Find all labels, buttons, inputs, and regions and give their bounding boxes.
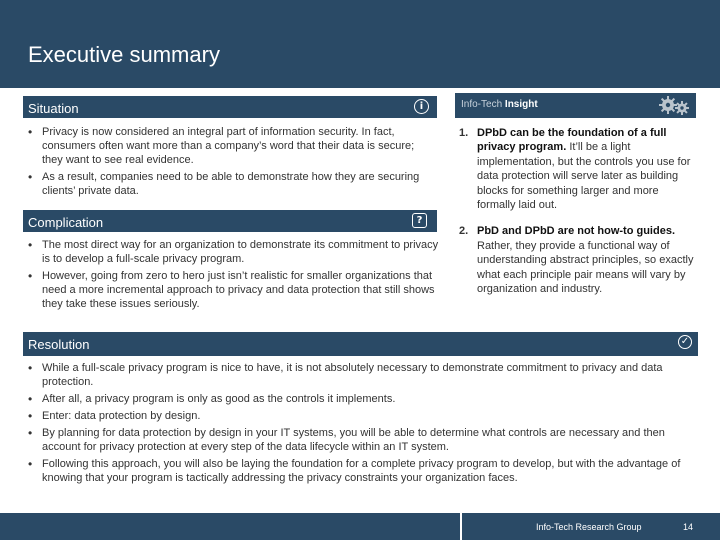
resolution-bullet: • While a full-scale privacy program is nice to have, it is not absolutely necessary to demonstrate commitment to privacy and data protection. xyxy=(24,361,699,389)
resolution-bullet: • By planning for data protection by design in your IT systems, you will be able to determine what controls are necessary and then account for privacy protection at every step of the data lifecycle within an IT system. xyxy=(24,426,699,454)
footer-bar xyxy=(0,513,720,540)
resolution-bullet: • Following this approach, you will also be laying the foundation for a complete privacy program to develop, but with the advantage of knowing that your program is tactically addressing the privacy constraints your organization faces. xyxy=(24,457,699,485)
resolution-list xyxy=(24,361,699,488)
header-bar xyxy=(0,0,720,88)
complication-bullet: • The most direct way for an organization to demonstrate its commitment to privacy is to develop a full-scale privacy program. xyxy=(24,238,439,266)
insight-item-body: It’ll be a light implementation, but the controls you use for data protection will serve later as building blocks for something larger and more formally laid out. xyxy=(477,141,691,212)
insight-item-lead: DPbD can be the foundation of a full privacy program. xyxy=(477,127,667,154)
insight-bar xyxy=(455,93,696,118)
insight-label-strong: Insight xyxy=(504,99,538,110)
insight-item xyxy=(457,126,695,212)
page-title: Executive summary xyxy=(28,42,220,67)
footer-company: Info-Tech Research Group xyxy=(536,522,642,532)
situation-label: Situation xyxy=(28,101,79,116)
resolution-label: Resolution xyxy=(28,337,90,352)
insight-list xyxy=(457,126,695,308)
gears-icon xyxy=(656,94,692,117)
page-number: 14 xyxy=(683,522,694,532)
complication-bullet: • However, going from zero to hero just isn’t realistic for smaller organizations that need a more incremental approach to privacy and data protection that still shows they take these issues seriously. xyxy=(24,269,439,311)
situation-bar xyxy=(23,96,437,118)
resolution-bar xyxy=(23,332,698,356)
situation-list xyxy=(24,125,434,201)
question-icon: ? xyxy=(412,213,427,228)
insight-item-number: 1. xyxy=(459,127,469,139)
info-icon: i xyxy=(414,99,429,114)
insight-item xyxy=(457,224,695,296)
insight-item-lead: PbD and DPbD are not how-to guides. xyxy=(477,225,675,238)
footer-divider xyxy=(460,513,462,540)
insight-label xyxy=(461,99,538,110)
insight-item-number: 2. xyxy=(459,225,469,238)
insight-label-prefix: Info-Tech xyxy=(461,99,503,110)
resolution-bullet: • Enter: data protection by design. xyxy=(24,409,699,423)
check-circle-icon: ✓ xyxy=(678,335,692,349)
complication-list xyxy=(24,238,439,314)
resolution-bullet: • After all, a privacy program is only as good as the controls it implements. xyxy=(24,392,699,406)
situation-bullet: • As a result, companies need to be able to demonstrate how they are securing clients’ private data. xyxy=(24,170,434,198)
complication-bar xyxy=(23,210,437,232)
situation-bullet: • Privacy is now considered an integral part of information security. In fact, consumers often want more than a company’s word that their data is secure; they want to see real evidence. xyxy=(24,125,434,167)
insight-item-body: Rather, they provide a functional way of understanding abstract principles, so exactly what each principle pair means will vary by organization and industry. xyxy=(477,239,694,296)
complication-label: Complication xyxy=(28,215,104,230)
